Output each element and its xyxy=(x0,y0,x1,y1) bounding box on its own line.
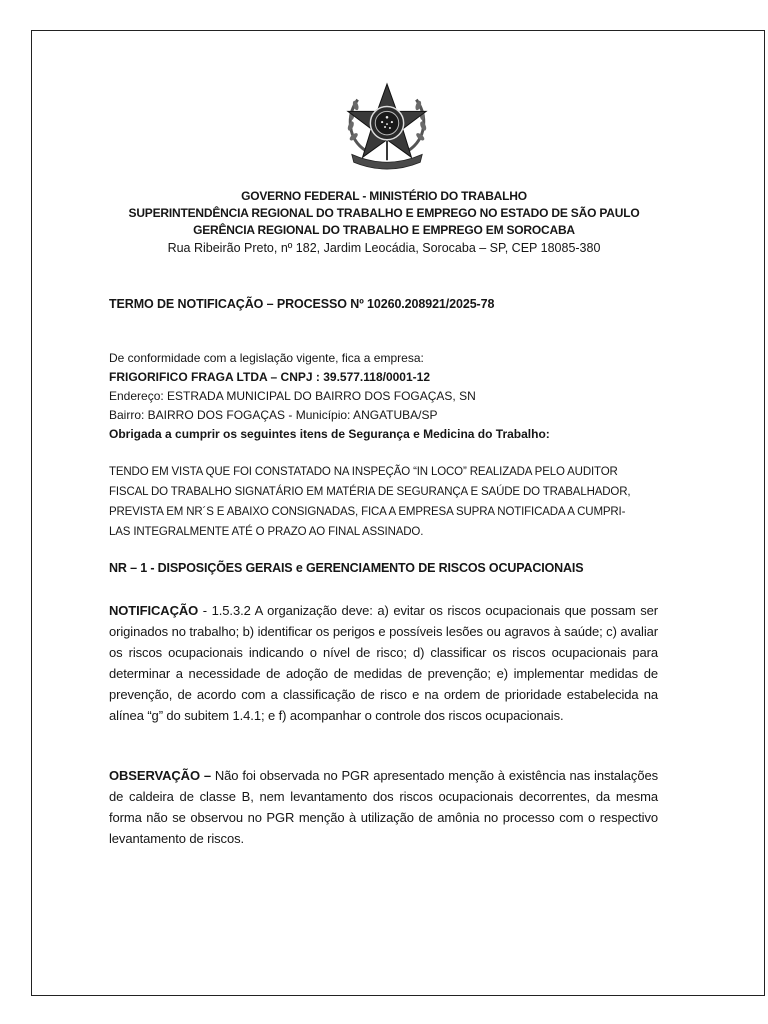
observation-label: OBSERVAÇÃO – xyxy=(109,768,211,783)
company-block xyxy=(109,349,669,444)
observation-text: Não foi observada no PGR apresentado menção à existência nas instalações de caldeira de classe B, nem levantamento dos riscos ocupacionais decorrentes, da mesma forma não se observou no PGR menção à utilização de amônia no processo com o respectivo levantamento de riscos. xyxy=(109,768,658,846)
notification-label: NOTIFICAÇÃO xyxy=(109,603,199,618)
company-district: Bairro: BAIRRO DOS FOGAÇAS - Município: ANGATUBA/SP xyxy=(109,408,438,422)
letterhead-ministry: GOVERNO FEDERAL - MINISTÉRIO DO TRABALHO xyxy=(241,189,527,203)
observation-paragraph xyxy=(109,765,658,849)
company-intro: De conformidade com a legislação vigente, fica a empresa: xyxy=(109,351,424,365)
document-title: TERMO DE NOTIFICAÇÃO – PROCESSO Nº 10260.208921/2025-78 xyxy=(109,297,495,311)
letterhead-superintendence: SUPERINTENDÊNCIA REGIONAL DO TRABALHO E EMPREGO NO ESTADO DE SÃO PAULO xyxy=(128,206,640,220)
company-obligation: Obrigada a cumprir os seguintes itens de Segurança e Medicina do Trabalho: xyxy=(109,427,550,441)
letterhead-address: Rua Ribeirão Preto, nº 182, Jardim Leocádia, Sorocaba – SP, CEP 18085-380 xyxy=(167,241,601,255)
notification-text: - 1.5.3.2 A organização deve: a) evitar os riscos ocupacionais que possam ser originados no trabalho; b) identificar os perigos e possíveis lesões ou agravos à saúde; c) avaliar os riscos ocupacionais indicando o nível de risco; d) classificar os riscos ocupacionais para determinar a necessidade de adoção de medidas de prevenção; e) implementar medidas de prevenção, de acordo com a classificação de risco e na ordem de prioridade estabelecida na alínea “g” do subitem 1.4.1; e f) acompanhar o controle dos riscos ocupacionais. xyxy=(109,603,658,723)
coat-of-arms-emblem xyxy=(338,82,436,172)
inspection-statement-line: LAS INTEGRALMENTE ATÉ O PRAZO AO FINAL ASSINADO. xyxy=(109,526,424,538)
letterhead-regional-office: GERÊNCIA REGIONAL DO TRABALHO E EMPREGO EM SOROCABA xyxy=(193,223,575,237)
letterhead xyxy=(60,188,708,258)
company-address: Endereço: ESTRADA MUNICIPAL DO BAIRRO DOS FOGAÇAS, SN xyxy=(109,389,476,403)
inspection-statement-line: FISCAL DO TRABALHO SIGNATÁRIO EM MATÉRIA DE SEGURANÇA E SAÚDE DO TRABALHADOR, xyxy=(109,486,631,498)
company-name: FRIGORIFICO FRAGA LTDA – CNPJ : 39.577.118/0001-12 xyxy=(109,370,430,384)
inspection-statement-line: PREVISTA EM NR´S E ABAIXO CONSIGNADAS, FICA A EMPRESA SUPRA NOTIFICADA A CUMPRI- xyxy=(109,506,626,518)
inspection-statement xyxy=(109,462,665,542)
notification-paragraph xyxy=(109,600,658,726)
inspection-statement-line: TENDO EM VISTA QUE FOI CONSTATADO NA INSPEÇÃO “IN LOCO” REALIZADA PELO AUDITOR xyxy=(109,466,618,478)
nr-section-title: NR – 1 - DISPOSIÇÕES GERAIS e GERENCIAMENTO DE RISCOS OCUPACIONAIS xyxy=(109,561,584,575)
